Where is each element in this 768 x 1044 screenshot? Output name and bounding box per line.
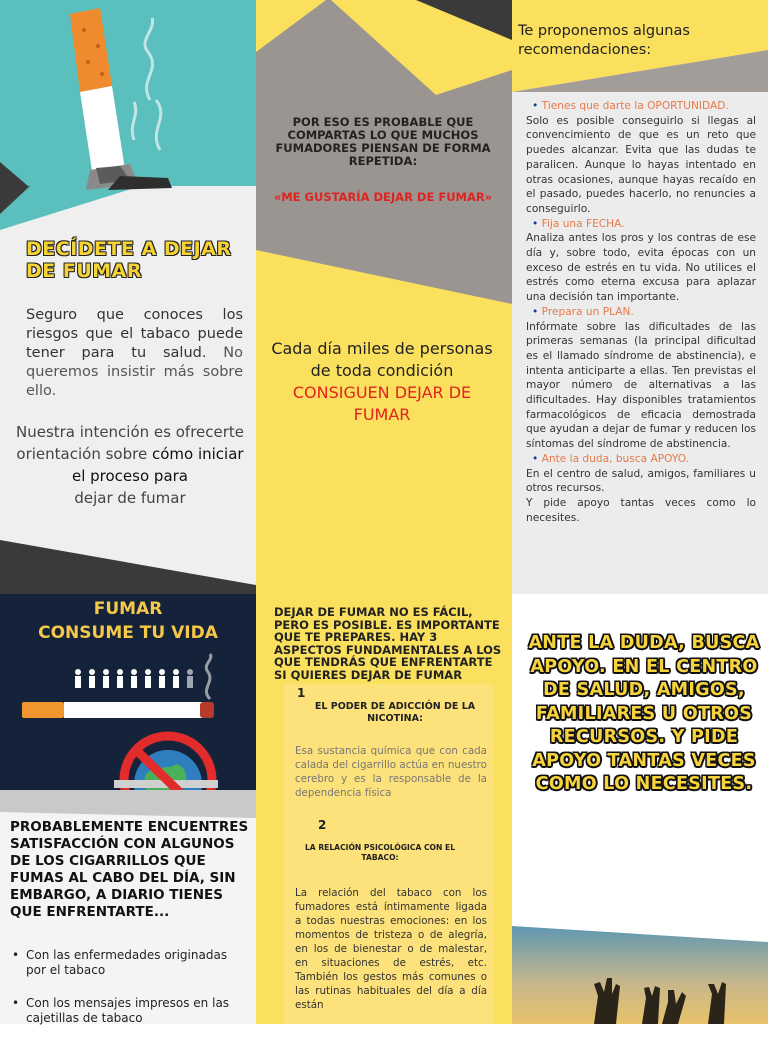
quitting-heading: DEJAR DE FUMAR NO ES FÁCIL, PERO ES POSIBLE. ES IMPORTANTE QUE TE PREPARES. HAY 3 ASPECTOS FUNDAMENTALES A LOS QUE TENDRÁS QUE ENFRENTARTE SI QUIERES DEJAR DE FUMAR (274, 605, 502, 682)
aspect-title-1: EL PODER DE ADICCIÓN DE LA NICOTINA: (314, 701, 476, 724)
poster-title-line2: CONSUME TU VIDA (38, 623, 218, 643)
aspect-text-2: La relación del tabaco con los fumadores está íntimamente ligada a todas nuestras emociones: en los momentos de tristeza o de alegría, en los de bienestar o de malestar, en situaciones de estrés, etc. También los gestos más comunes o las rutinas habituales del día a día están (295, 887, 487, 1011)
aspect-number-1: 1 (297, 686, 306, 700)
cigarette-butt-illustration (60, 0, 240, 200)
aspect-number-2: 2 (318, 818, 327, 832)
recommendation-body: Infórmate sobre las dificultades de las primeras semanas (la principal dificultad es el llamado síndrome de abstinencia), e intenta anticiparte a ellas. Ten previstas el mayor número de alternativas a las dificultades. Hay disponibles tratamientos farmacológicos de eficacia demostrada que ayudan a dejar de fumar y reducen los síntomas del síndrome de abstinencia. (526, 320, 756, 451)
col2-top-shapes (256, 0, 512, 594)
recommendation-title: • Fija una FECHA. (526, 217, 756, 232)
cigarette-butt-icon (70, 8, 172, 190)
intention-text-c: dejar de fumar (74, 489, 186, 507)
aspect-title-2: LA RELACIÓN PSICOLÓGICA CON EL TABACO: (304, 843, 456, 862)
mid-red-text: CONSIGUEN DEJAR DE FUMAR (292, 383, 472, 424)
col2-heading: POR ESO ES PROBABLE QUE COMPARTAS LO QUE MUCHOS FUMADORES PIENSAN DE FORMA REPETIDA: (275, 115, 491, 168)
people-icon (75, 669, 193, 688)
recommendations-heading: Te proponemos algunas recomendaciones: (518, 23, 690, 58)
recommendation-body: Solo es posible conseguirlo si llegas al convencimiento de que es un reto que puedes alcanzar. Evita que las dudas te paralicen. Aunque lo hayas intentado en otras ocasiones, aunque hayas recaído en el pasado, puedes hacerlo, no renuncies a conseguirlo. (526, 114, 756, 215)
aspect-text-1: Esa sustancia química que con cada calada del cigarrillo actúa en nuestro cerebro y es la responsable de la dependencia física (295, 745, 487, 799)
no-smoking-globe-icon (114, 736, 218, 790)
col2-quote: «ME GUSTARÍA DEJAR DE FUMAR» (273, 190, 493, 204)
mid-text: Cada día miles de personas de toda condición (271, 339, 493, 380)
recommendations-list (526, 99, 756, 525)
consequences-list (10, 948, 250, 1044)
recommendation-body: Analiza antes los pros y los contras de ese día y, sobre todo, evita épocas con un exceso de estrés en tu vida. No utilices el estrés como eterna excusa para aplazar una decisión tan importante. (526, 232, 756, 304)
poster-title-line1: FUMAR (93, 599, 163, 619)
recommendation-body: En el centro de salud, amigos, familiares u otros recursos. Y pide apoyo tantas veces como lo necesites. (526, 467, 756, 524)
poster-title (0, 597, 256, 645)
intention-paragraph (14, 421, 246, 509)
panel-col2-top (256, 0, 512, 594)
intro-text-a: Seguro que conoces los riesgos que el tabaco puede tener para tu salud. (26, 307, 243, 361)
recommendation-title: • Ante la duda, busca APOYO. (526, 452, 756, 467)
list-item: • Con las enfermedades originadas por el tabaco (10, 948, 250, 978)
intro-paragraph (26, 306, 243, 401)
list-item: • Con los mensajes impresos en las cajetillas de tabaco (10, 996, 250, 1026)
support-message: ANTE LA DUDA, BUSCA APOYO. EN EL CENTRO DE SALUD, AMIGOS, FAMILIARES U OTROS RECURSOS. Y PIDE APOYO TANTAS VECES COMO LO NECESITES. (528, 633, 760, 794)
recommendation-title: • Prepara un PLAN. (526, 305, 756, 320)
intention-text-b: cómo iniciar el proceso para (71, 445, 244, 485)
intro-text-b: No queremos insistir más sobre ello. (26, 345, 243, 399)
smoke-icon (132, 18, 161, 150)
col2-mid-paragraph (268, 338, 496, 426)
recommendation-title: • Tienes que darte la OPORTUNIDAD. (526, 99, 756, 114)
satisfaction-text: PROBABLEMENTE ENCUENTRES SATISFACCIÓN CON ALGUNOS DE LOS CIGARRILLOS QUE FUMAS AL CABO DEL DÍA, SIN EMBARGO, A DIARIO TIENES QUE ENFRENTARTE... (10, 819, 249, 920)
cigarette-icon (22, 702, 214, 718)
section-title: DECÍDETE A DEJAR DE FUMAR (26, 238, 232, 282)
intention-text-a: Nuestra intención es ofrecerte orientación sobre (15, 423, 245, 463)
